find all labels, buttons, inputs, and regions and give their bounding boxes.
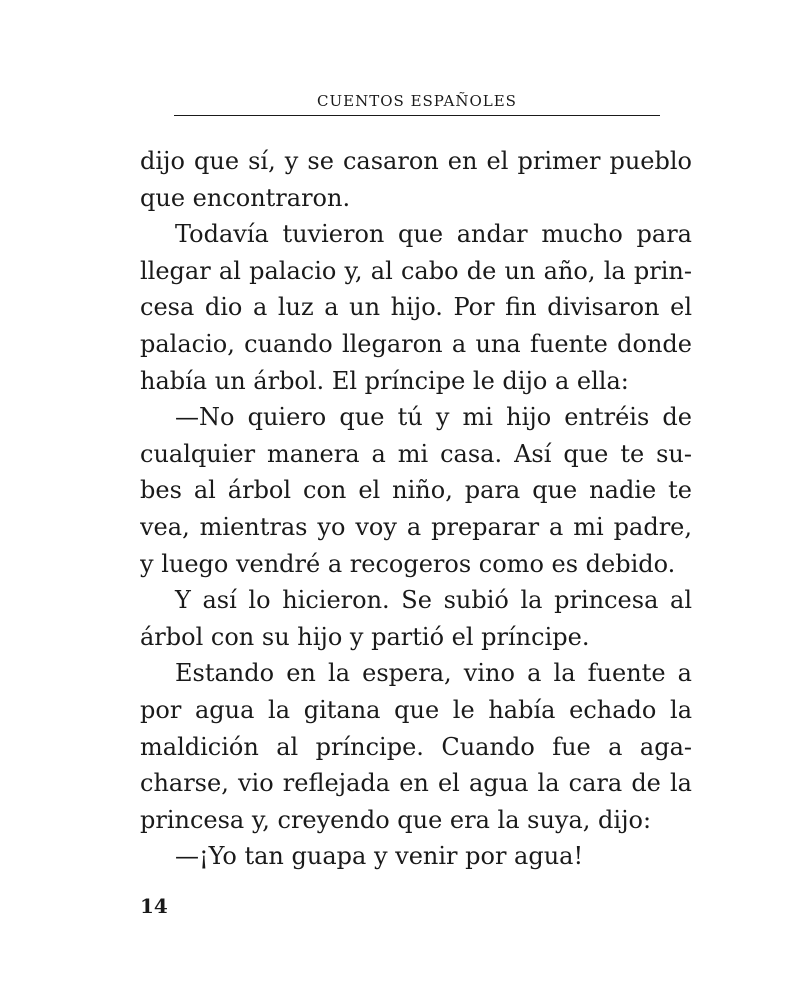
text-line: bes al árbol con el niño, para que nadie te (140, 476, 692, 505)
text-line: llegar al palacio y, al cabo de un año, la prin- (140, 256, 692, 285)
header-rule (174, 115, 660, 116)
text-line: árbol con su hijo y partió el príncipe. (140, 622, 590, 651)
text-line: había un árbol. El príncipe le dijo a ella: (140, 366, 629, 395)
text-line: palacio, cuando llegaron a una fuente donde (140, 329, 692, 358)
text-line: por agua la gitana que le había echado la (140, 695, 692, 724)
body-text (140, 143, 692, 875)
text-line: —No quiero que tú y mi hijo entréis de (175, 403, 692, 432)
running-header: CUENTOS ESPAÑOLES (317, 92, 517, 110)
text-line: que encontraron. (140, 183, 351, 212)
text-line: cesa dio a luz a un hijo. Por fin divisaron el (140, 293, 692, 322)
text-line: charse, vio reflejada en el agua la cara de la (140, 769, 692, 798)
page-number: 14 (140, 894, 168, 918)
text-line: Estando en la espera, vino a la fuente a (175, 659, 692, 688)
text-line: maldición al príncipe. Cuando fue a aga- (140, 732, 692, 761)
text-line: Y así lo hicieron. Se subió la princesa al (175, 586, 692, 615)
text-line: cualquier manera a mi casa. Así que te su- (140, 439, 692, 468)
text-line: —¡Yo tan guapa y venir por agua! (175, 842, 584, 871)
text-line: vea, mientras yo voy a preparar a mi padre, (140, 512, 692, 541)
text-line: y luego vendré a recogeros como es debido. (140, 549, 676, 578)
text-line: princesa y, creyendo que era la suya, dijo: (140, 805, 652, 834)
text-line: dijo que sí, y se casaron en el primer pueblo (140, 147, 692, 175)
text-line: Todavía tuvieron que andar mucho para (175, 220, 692, 249)
